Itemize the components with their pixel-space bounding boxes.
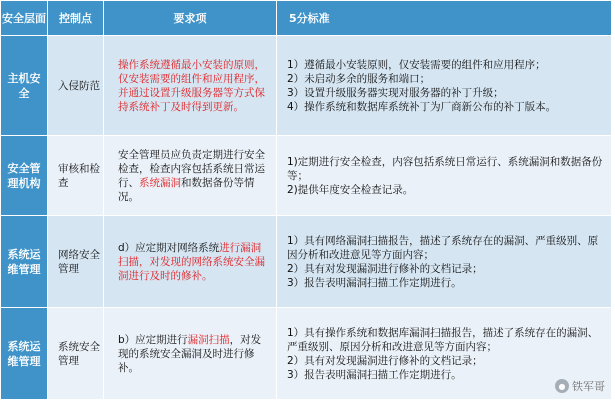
table-row [1,216,612,308]
requirement-cell [104,136,277,216]
category-cell: 系统运维管理 [1,308,48,400]
table-row [1,308,612,400]
requirement-text: 安全管理员应负责定期进行安全检查，检查内容包括系统日常运行、 [118,148,265,189]
requirement-highlight: 系统漏洞 [139,176,181,189]
standard-item: 3）设置升级服务器实现对服务器的补丁升级； [287,86,504,99]
header-requirement: 要求项 [104,1,277,36]
category-cell: 主机安全 [1,36,48,136]
header-category: 安全层面 [1,1,48,36]
standard-cell [277,36,612,136]
requirement-text: d）应定期对网络系统 [118,241,220,254]
requirement-text: b）应定期进行 [118,333,188,346]
control-cell: 网络安全管理 [48,216,104,308]
requirement-highlight: 进行漏洞扫描，对发现的网络系统安全漏洞进行及时的修补。 [118,241,265,282]
header-standard: 5分标准 [277,1,612,36]
standard-item: 1）具有网络漏洞扫描报告，描述了系统存在的漏洞、严重级别、原因分析和改进意见等方面内容； [287,234,599,261]
requirement-highlight: 漏洞扫描 [187,333,230,346]
requirement-text: 和数据备份等情况。 [118,176,255,203]
standard-item: 1）遵循最小安装原则，仅安装需要的组件和应用程序； [287,58,546,71]
requirement-cell: 操作系统遵循最小安装的原则，仅安装需要的组件和应用程序，并通过设置升级服务器等方式保持系统补丁及时得到更新。 [104,36,277,136]
standard-item: 3）报告表明漏洞扫描工作定期进行。 [287,368,462,381]
control-cell: 入侵防范 [48,36,104,136]
header-control: 控制点 [48,1,104,36]
table-row [1,36,612,136]
control-cell: 审核和检查 [48,136,104,216]
standard-item: 2）具有对发现漏洞进行修补的文档记录； [287,262,483,275]
requirement-cell [104,308,277,400]
requirement-text: ，对发现的系统安全漏洞及时进行修补。 [118,333,262,374]
wechat-icon: ● [555,379,569,393]
standard-item: 1)定期进行安全检查，内容包括系统日常运行、系统漏洞和数据备份等； [287,155,603,182]
category-cell: 系统运维管理 [1,216,48,308]
standard-item: 4）操作系统和数据库系统补丁为厂商新公布的补丁版本。 [287,100,557,113]
watermark-text: 铁军哥 [572,380,605,393]
standard-item: 1）具有操作系统和数据库漏洞扫描报告，描述了系统存在的漏洞、严重级别、原因分析和改进意见等方面内容； [287,326,599,353]
standard-item: 2）具有对发现漏洞进行修补的文档记录； [287,354,483,367]
table-header-row [1,1,612,36]
table-row [1,136,612,216]
standard-item: 2)提供年度安全检查记录。 [287,183,414,196]
category-cell: 安全管理机构 [1,136,48,216]
standard-item: 3）报告表明漏洞扫描工作定期进行。 [287,276,462,289]
requirement-cell [104,216,277,308]
control-cell: 系统安全管理 [48,308,104,400]
standard-item: 2）未启动多余的服务和端口； [287,72,431,85]
standard-cell [277,216,612,308]
watermark [555,378,605,394]
standard-cell [277,136,612,216]
